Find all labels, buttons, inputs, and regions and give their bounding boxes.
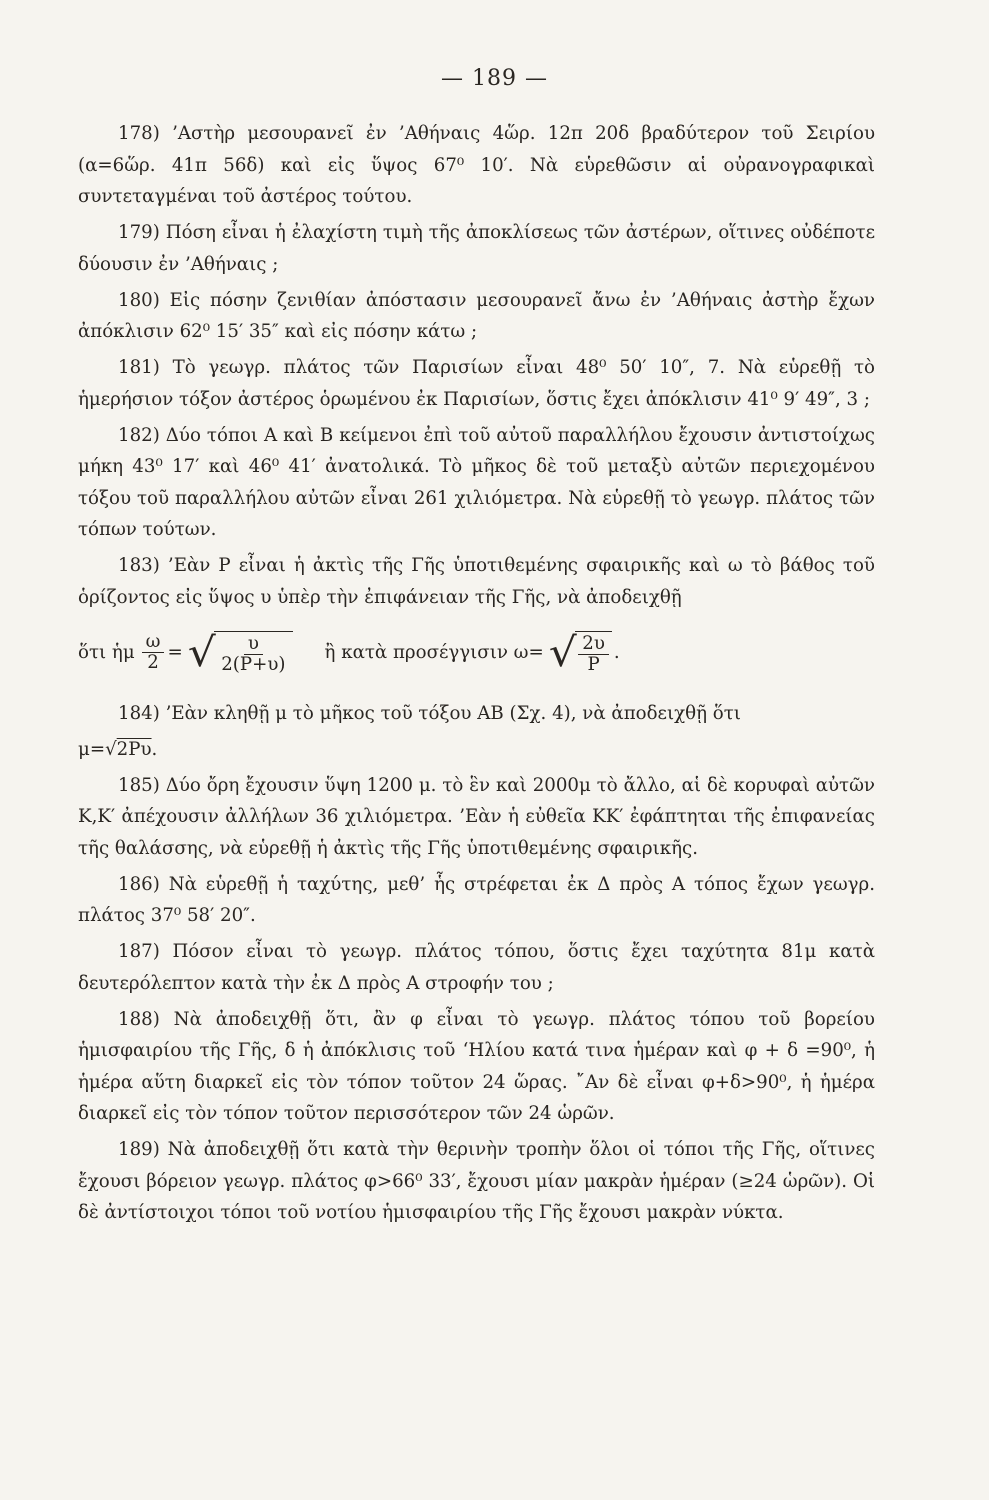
exercise-184-result xyxy=(78,734,875,766)
result-end: . xyxy=(151,738,158,760)
result-root: 2Ρυ xyxy=(116,738,152,760)
fraction-omega-half xyxy=(142,632,165,673)
exercise-185: 185) Δύο ὄρη ἔχουσιν ὕψη 1200 μ. τὸ ἓν καὶ 2000μ τὸ ἄλλο, αἱ δὲ κορυφαὶ αὐτῶν Κ,Κ′ ἀπέχουσιν ἀλλήλων 36 χιλιόμετρα. ’Εὰν ἡ εὐθεῖα ΚΚ′ ἐφάπτηται τῆς ἐπιφανείας τῆς θαλάσσης, νὰ εὑρεθῇ ἡ ἀκτὶς τῆς Γῆς ὑποτιθεμένης σφαιρικῆς. xyxy=(78,774,875,859)
fraction-numerator: υ xyxy=(244,634,263,655)
formula-middle: ἢ κατὰ προσέγγισιν ω= xyxy=(324,641,544,663)
page-body xyxy=(78,118,875,1233)
fraction-denominator: 2(Ρ+υ) xyxy=(221,653,286,675)
exercise-178: 178) ’Αστὴρ μεσουρανεῖ ἐν ’Αθήναις 4ὥρ. 12π 20δ βραδύτερον τοῦ Σειρίου (α=6ὥρ. 41π 56δ) καὶ εἰς ὕψος 67⁰ 10′. Νὰ εὑρεθῶσιν αἱ οὐρανογραφικαὶ συντεταγμέναι τοῦ ἀστέρος τούτου. xyxy=(78,123,875,207)
exercise-183: 183) ’Εὰν Ρ εἶναι ἡ ἀκτὶς τῆς Γῆς ὑποτιθεμένης σφαιρικῆς καὶ ω τὸ βάθος τοῦ ὁρίζοντος εἰς ὕψος υ ὑπὲρ τὴν ἐπιφάνειαν τῆς Γῆς, νὰ ἀποδειχθῇ xyxy=(78,555,875,608)
formula-end: . xyxy=(613,641,620,663)
radicand xyxy=(214,631,292,675)
exercise-180: 180) Εἰς πόσην ζενιθίαν ἀπόστασιν μεσουρανεῖ ἄνω ἐν ’Αθήναις ἀστὴρ ἔχων ἀπόκλισιν 62⁰ 15′ 35″ καὶ εἰς πόσην κάτω ; xyxy=(78,289,875,342)
page-number: — 189 — xyxy=(441,66,548,91)
formula-183 xyxy=(78,618,875,688)
square-root-2 xyxy=(550,631,612,675)
exercise-186: 186) Νὰ εὑρεθῇ ἡ ταχύτης, μεθ’ ἧς στρέφεται ἐκ Δ πρὸς Α τόπος ἔχων γεωγρ. πλάτος 37⁰ 58′ 20″. xyxy=(78,873,875,926)
fraction-denominator: Ρ xyxy=(587,653,600,675)
formula-lead: ὅτι ἡμ xyxy=(78,641,135,663)
radical-sign-icon: √ xyxy=(548,629,577,676)
radical-sign-icon: √ xyxy=(105,738,117,760)
fraction-denominator: 2 xyxy=(147,652,159,673)
fraction-upsilon xyxy=(217,634,289,675)
exercise-187: 187) Πόσον εἶναι τὸ γεωγρ. πλάτος τόπου, ὅστις ἔχει ταχύτητα 81μ κατὰ δευτερόλεπτον κατὰ τὴν ἐκ Δ πρὸς Α στροφήν του ; xyxy=(78,941,875,994)
exercise-188: 188) Νὰ ἀποδειχθῇ ὅτι, ἂν φ εἶναι τὸ γεωγρ. πλάτος τόπου τοῦ βορείου ἡμισφαιρίου τῆς Γῆς, δ ἡ ἀπόκλισις τοῦ ‘Ηλίου κατά τινα ἡμέραν καὶ φ + δ =90⁰, ἡ ἡμέρα αὕτη διαρκεῖ εἰς τὸν τόπον τοῦτον 24 ὥρας. ῎Αν δὲ εἶναι φ+δ>90⁰, ἡ ἡμέρα διαρκεῖ εἰς τὸν τόπον τοῦτον περισσότερον τῶν 24 ὡρῶν. xyxy=(78,1008,875,1124)
fraction-numerator: ω xyxy=(142,632,165,653)
exercise-189: 189) Νὰ ἀποδειχθῇ ὅτι κατὰ τὴν θερινὴν τροπὴν ὅλοι οἱ τόποι τῆς Γῆς, οἵτινες ἔχουσι βόρειον γεωγρ. πλάτος φ>66⁰ 33′, ἔχουσι μίαν μακρὰν ἡμέραν (≥24 ὡρῶν). Οἱ δὲ ἀντίστοιχοι τόποι τοῦ νοτίου ἡμισφαιρίου τῆς Γῆς ἔχουσι μακρὰν νύκτα. xyxy=(78,1139,875,1223)
exercise-181: 181) Τὸ γεωγρ. πλάτος τῶν Παρισίων εἶναι 48⁰ 50′ 10″, 7. Νὰ εὑρεθῇ τὸ ἡμερήσιον τόξον ἀστέρος ὁρωμένου ἐκ Παρισίων, ὅστις ἔχει ἀπόκλισιν 41⁰ 9′ 49″, 3 ; xyxy=(78,357,875,410)
radicand xyxy=(575,631,612,675)
radical-sign-icon: √ xyxy=(187,629,216,676)
exercise-182: 182) Δύο τόποι Α καὶ Β κείμενοι ἐπὶ τοῦ αὐτοῦ παραλλήλου ἔχουσιν ἀντιστοίχως μήκη 43⁰ 17′ καὶ 46⁰ 41′ ἀνατολικά. Τὸ μῆκος δὲ τοῦ μεταξὺ αὐτῶν περιεχομένου τόξου τοῦ παραλλήλου αὐτῶν εἶναι 261 χιλιόμετρα. Νὰ εὑρεθῇ τὸ γεωγρ. πλάτος τῶν τόπων τούτων. xyxy=(78,424,875,540)
square-root-1 xyxy=(189,631,293,675)
fraction-numerator: 2υ xyxy=(578,634,609,655)
exercise-184: 184) ’Εὰν κληθῇ μ τὸ μῆκος τοῦ τόξου ΑΒ (Σχ. 4), νὰ ἀποδειχθῇ ὅτι xyxy=(118,702,741,724)
result-lead: μ= xyxy=(78,738,106,760)
equals-sign: = xyxy=(167,641,183,663)
fraction-two-upsilon xyxy=(578,634,609,675)
exercise-179: 179) Πόση εἶναι ἡ ἐλαχίστη τιμὴ τῆς ἀποκλίσεως τῶν ἀστέρων, οἵτινες οὐδέποτε δύουσιν ἐν ’Αθήναις ; xyxy=(78,222,875,275)
